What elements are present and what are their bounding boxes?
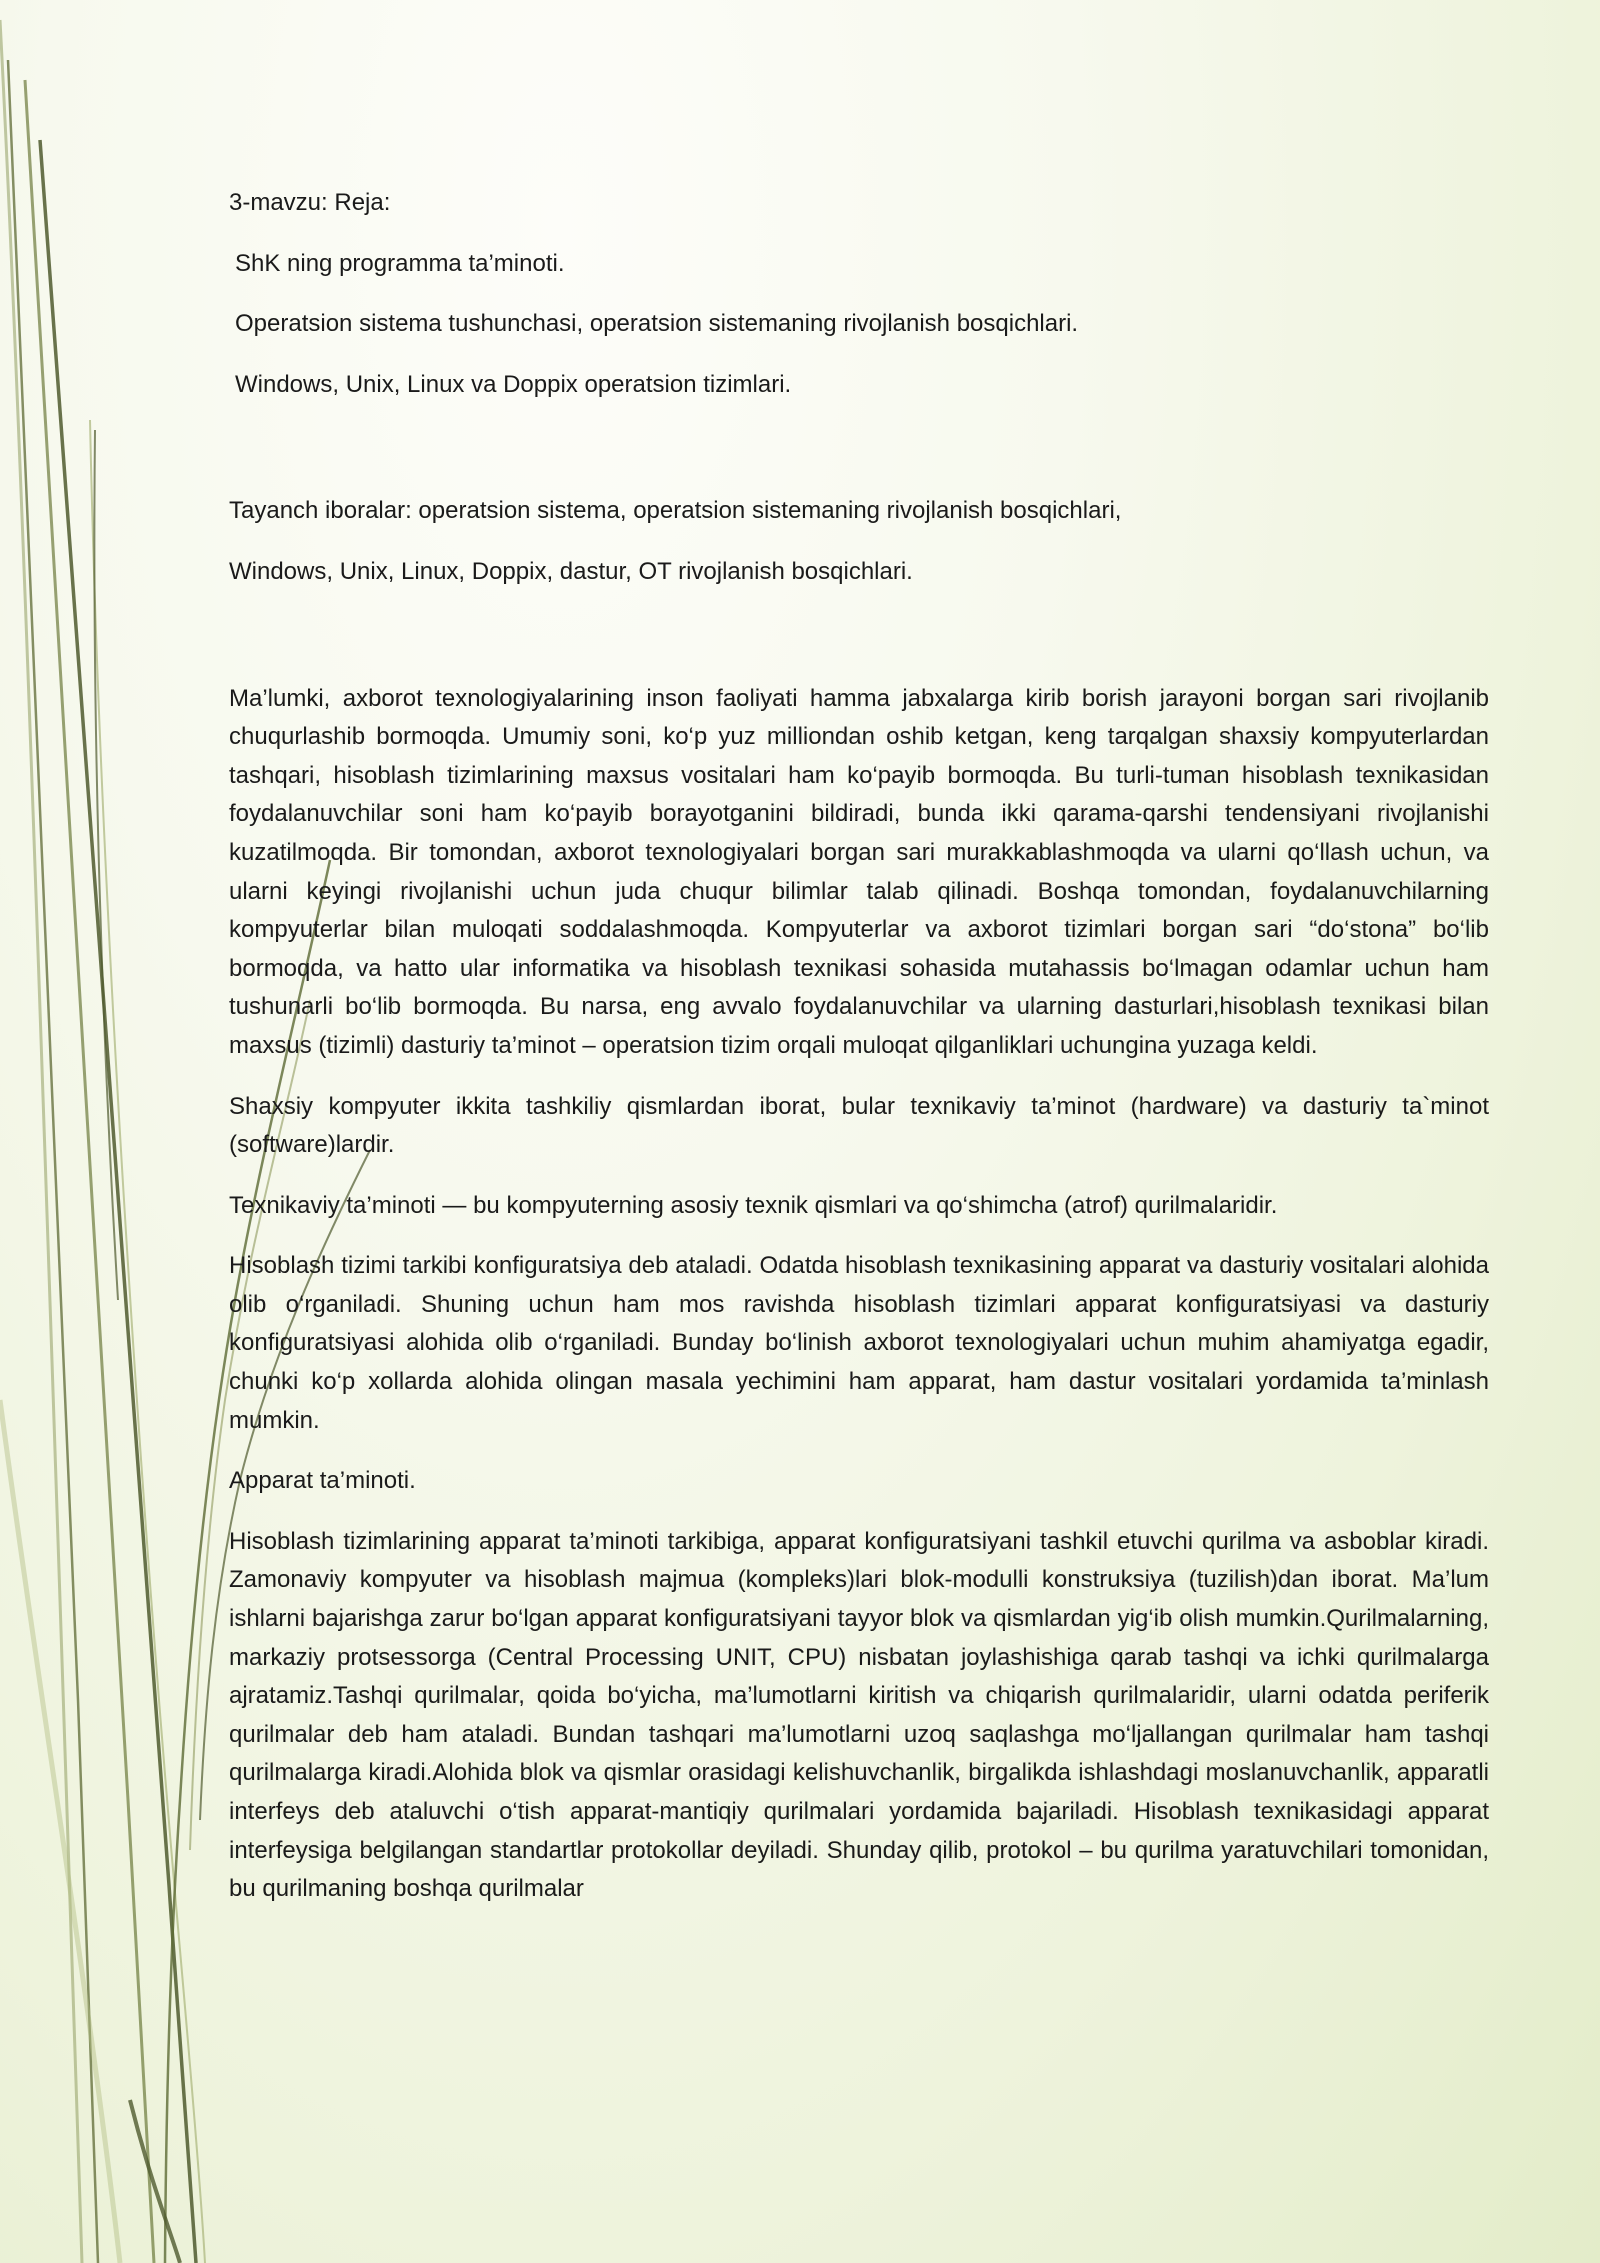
plan-item-3: Windows, Unix, Linux va Doppix operatsion tizimlari. xyxy=(235,370,792,398)
keywords-line-1: Tayanch iboralar: operatsion sistema, operatsion sistemaning rivojlanish bosqichlari, xyxy=(229,497,1122,525)
plan-item-2: Operatsion sistema tushunchasi, operatsion sistemaning rivojlanish bosqichlari. xyxy=(235,310,1079,338)
topic-title: 3-mavzu: Reja: xyxy=(229,189,391,216)
intro-paragraph: Ma’lumki, axborot texnologiyalarining inson faoliyati hamma jabxalarga kirib borish jarayoni borgan sari rivojlanib chuqurlashib bormoqda. Umumiy soni, ko‘p yuz milliondan oshib ketgan, keng tarqalgan shaxsiy kompyuterlardan tashqari, hisoblash tizimlarining maxsus vositalari ham ko‘payib bormoqda. Bu turli-tuman hisoblash texnikasidan foydalanuvchilar soni ham ko‘payib borayotganini bildiradi, bunda ikki qarama-qarshi tendensiyani rivojlanishi kuzatilmoqda. Bir tomondan, axborot texnologiyalari borgan sari murakkablashmoqda va ularni qo‘llash uchun, va ularni keyingi rivojlanishi uchun juda chuqur bilimlar talab qilinadi. Boshqa tomondan, foydalanuvchilarning kompyuterlar bilan muloqati soddalashmoqda. Kompyuterlar va axborot tizimlari borgan sari “do‘stona” bo‘lib bormoqda, va hatto ular informatika va hisoblash texnikasi sohasida mutahassis bo‘lmagan odamlar uchun ham tushunarli bo‘lib bormoqda. Bu narsa, eng avvalo foydalanuvchilar va ularning dasturlari,hisoblash texnikasi bilan maxsus (tizimli) dasturiy ta’minot – operatsion tizim orqali muloqat qilganliklari uchungina yuzaga keldi. xyxy=(229,684,1489,1059)
spacer xyxy=(229,426,1489,492)
document-body xyxy=(229,184,1489,1931)
hardware-heading: Apparat ta’minoti. xyxy=(229,1467,416,1495)
keywords-line-2: Windows, Unix, Linux, Doppix, dastur, OT rivojlanish bosqichlari. xyxy=(229,557,913,585)
tech-support-paragraph: Texnikaviy ta’minoti — bu kompyuterning asosiy texnik qismlari va qo‘shimcha (atrof) qurilmalaridir. xyxy=(229,1191,1278,1219)
hardware-paragraph: Hisoblash tizimlarining apparat ta’minoti tarkibiga, apparat konfiguratsiyani tashkil etuvchi qurilma va asboblar kiradi. Zamonaviy kompyuter va hisoblash majmua (kompleks)lari blok-modulli konstruksiya (tuzilish)dan iborat. Ma’lum ishlarni bajarishga zarur bo‘lgan apparat konfiguratsiyani tayyor blok va qismlardan yig‘ib olish mumkin.Qurilmalarning, markaziy protsessorga (Central Processing UNIT, CPU) nisbatan joylashishiga qarab tashqi va ichki qurilmalarga ajratamiz.Tashqi qurilmalar, qoida bo‘yicha, ma’lumotlarni kiritish va chiqarish qurilmalaridir, ularni odatda periferik qurilmalar deb ham ataladi. Bundan tashqari ma’lumotlarni uzoq saqlashga mo‘ljallangan qurilmalar ham tashqi qurilmalarga kiradi.Alohida blok va qismlar orasidagi kelishuvchanlik, birgalikda ishlashdagi moslanuvchanlik, apparatli interfeys deb ataluvchi o‘tish apparat-mantiqiy qurilmalari yordamida bajariladi. Hisoblash texnikasidagi apparat interfeysiga belgilangan standartlar protokollar deyiladi. Shunday qilib, protokol – bu qurilma yaratuvchilari tomonidan, bu qurilmaning boshqa qurilmalar xyxy=(229,1527,1489,1903)
configuration-paragraph: Hisoblash tizimi tarkibi konfiguratsiya deb ataladi. Odatda hisoblash texnikasining apparat va dasturiy vositalari alohida olib o‘rganiladi. Shuning uchun ham mos ravishda hisoblash tizimlari apparat konfiguratsiyasi va dasturiy konfiguratsiyasi alohida olib o‘rganiladi. Bunday bo‘linish axborot texnologiyalari uchun muhim ahamiyatga egadir, chunki ko‘p xollarda alohida olingan masala yechimini ham apparat, ham dastur vositalari yordamida ta’minlash mumkin. xyxy=(229,1252,1489,1434)
pc-parts-paragraph: Shaxsiy kompyuter ikkita tashkiliy qismlardan iborat, bular texnikaviy ta’minot (hardware) va dasturiy ta`minot (software)lardir. xyxy=(229,1092,1489,1159)
spacer xyxy=(229,614,1489,680)
plan-item-1: ShK ning programma ta’minoti. xyxy=(235,249,565,277)
